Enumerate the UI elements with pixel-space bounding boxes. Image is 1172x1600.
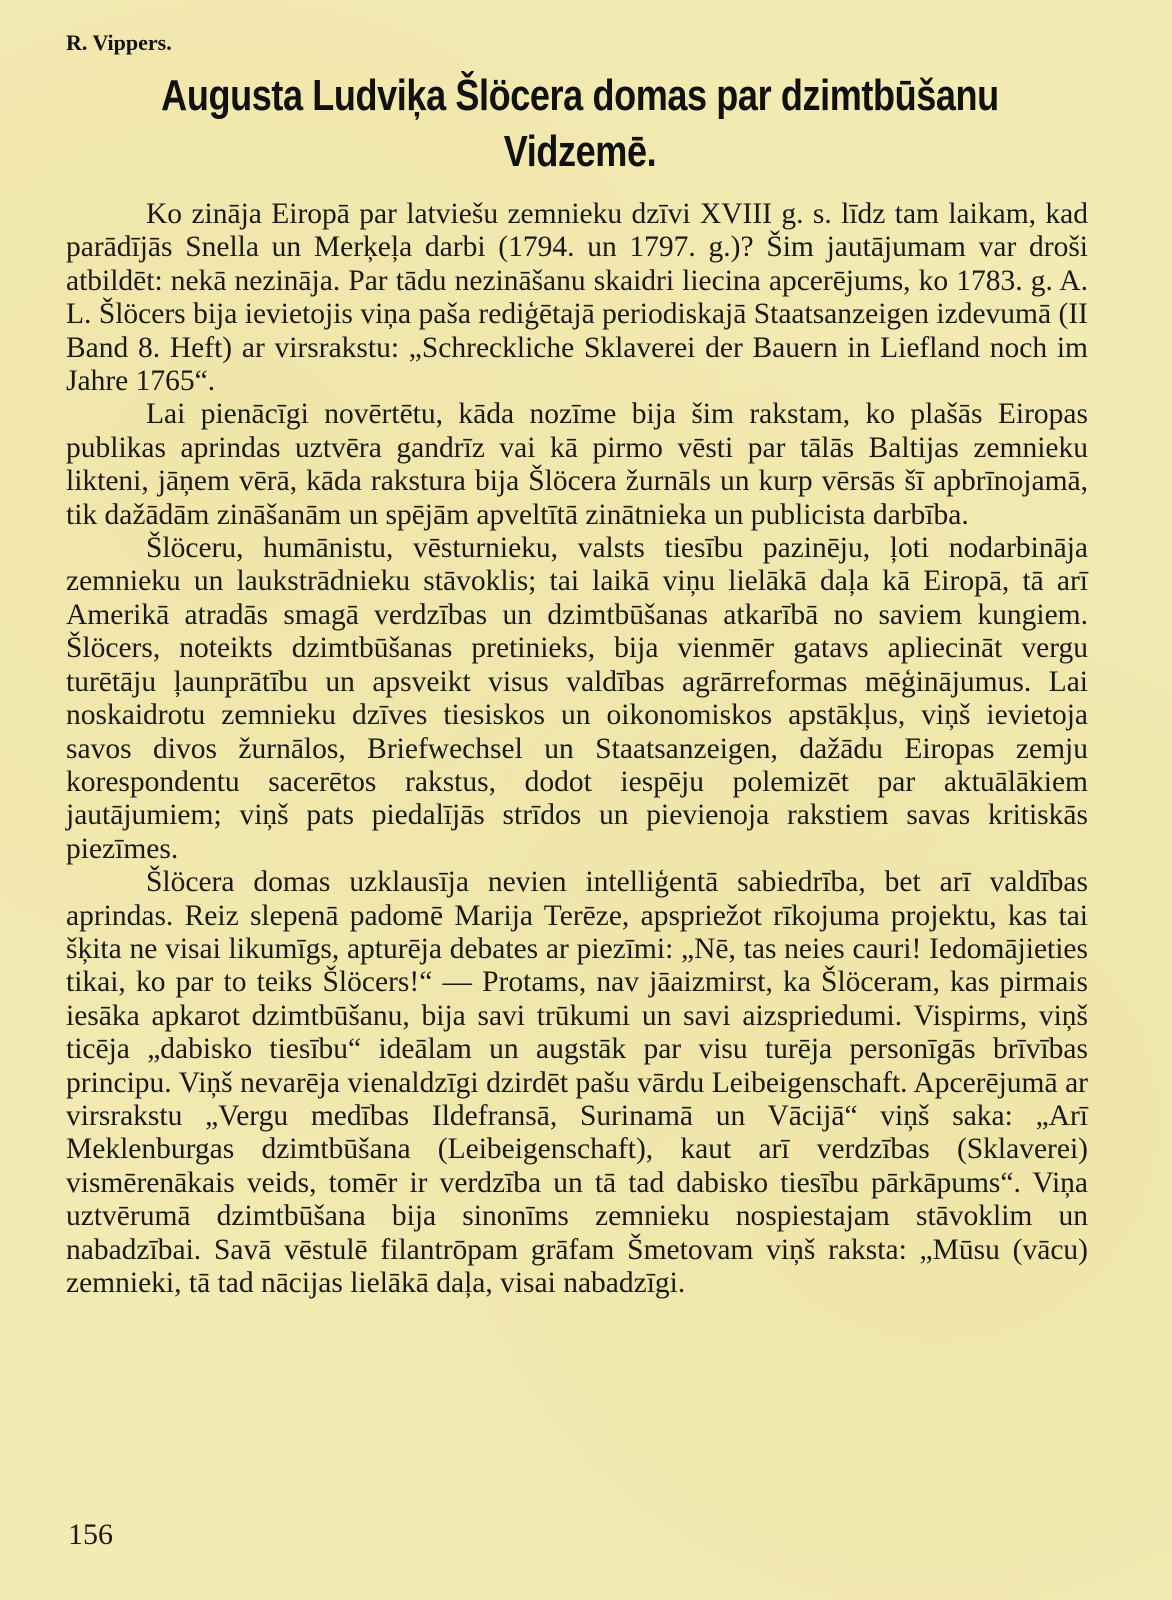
paragraph: Ko zināja Eiropā par latviešu zemnieku dzīvi XVIII g. s. līdz tam laikam, kad parādījās Snella un Merķeļa darbi (1794. un 1797. g.)? Šim jautājumam var droši atbildēt: nekā nezināja. Par tādu nezināšanu skaidri liecina apcerējums, ko 1783. g. A. L. Šlöcers bija ievietojis viņa paša rediģētajā periodiskajā Staatsanzeigen izdevumā (II Band 8. Heft) ar virsrakstu: „Schreckliche Sklaverei der Bauern in Liefland noch im Jahre 1765“. bbox=[66, 198, 1088, 398]
author-name: R. Vippers. bbox=[66, 30, 172, 55]
paragraph: Šlöcera domas uzklausīja nevien intelliģentā sabiedrība, bet arī valdības aprindas. Reiz slepenā padomē Marija Terēze, apspriežot rīkojuma projektu, kas tai šķita ne visai likumīgs, apturēja debates ar piezīmi: „Nē, tas neies cauri! Iedomājieties tikai, ko par to teiks Šlöcers!“ — Protams, nav jāaizmirst, ka Šlöceram, kas pirmais iesāka apkarot dzimtbūšanu, bija savi trūkumi un savi aizspriedumi. Vispirms, viņš ticēja „dabisko tiesību“ ideālam un augstāk par visu turēja personīgās brīvības principu. Viņš nevarēja vienaldzīgi dzirdēt pašu vārdu Leibeigenschaft. Apcerējumā ar virsrakstu „Vergu medības Ildefransā, Surinamā un Vācijā“ viņš saka: „Arī Meklenburgas dzimtbūšana (Leibeigenschaft), kaut arī verdzības (Sklaverei) vismērenākais veids, tomēr ir verdzība un tā tad dabisko tiesību pārkāpums“. Viņa uztvērumā dzimtbūšana bija sinonīms zemnieku nospiestajam stāvoklim un nabadzībai. Savā vēstulē filantrōpam grāfam Šmetovam viņš raksta: „Mūsu (vācu) zemnieki, tā tad nācijas lielākā daļa, visai nabadzīgi. bbox=[66, 866, 1088, 1299]
paragraph: Lai pienācīgi novērtētu, kāda nozīme bija šim rakstam, ko plašās Eiropas publikas aprindas uztvēra gandrīz vai kā pirmo vēsti par tālās Baltijas zemnieku likteni, jāņem vērā, kāda rakstura bija Šlöcera žurnāls un kurp vērsās šī apbrīnojamā, tik dažādām zināšanām un spējām apveltītā zinātnieka un publicista darbība. bbox=[66, 398, 1088, 531]
article-body bbox=[66, 198, 1088, 1300]
paragraph: Šlöceru, humānistu, vēsturnieku, valsts tiesību pazinēju, ļoti nodarbināja zemnieku un laukstrādnieku stāvoklis; tai laikā viņu lielākā daļa kā Eiropā, tā arī Amerikā atradās smagā verdzības un dzimtbūšanas atkarībā no saviem kungiem. Šlöcers, noteikts dzimtbūšanas pretinieks, bija vienmēr gatavs apliecināt vergu turētāju ļaunprātību un apsveikt visus valdības agrārreformas mēģinājumus. Lai noskaidrotu zemnieku dzīves tiesiskos un oikonomiskos apstākļus, viņš ievietoja savos divos žurnālos, Briefwechsel un Staatsanzeigen, dažādu Eiropas zemju korespondentu sacerētos rakstus, dodot iespēju polemizēt par aktuālākiem jautājumiem; viņš pats piedalījās strīdos un pievienoja rakstiem savas kritiskās piezīmes. bbox=[66, 532, 1088, 865]
page-number: 156 bbox=[68, 1518, 113, 1551]
article-title: Augusta Ludviķa Šlöcera domas par dzimtbūšanu Vidzemē. bbox=[161, 71, 999, 176]
